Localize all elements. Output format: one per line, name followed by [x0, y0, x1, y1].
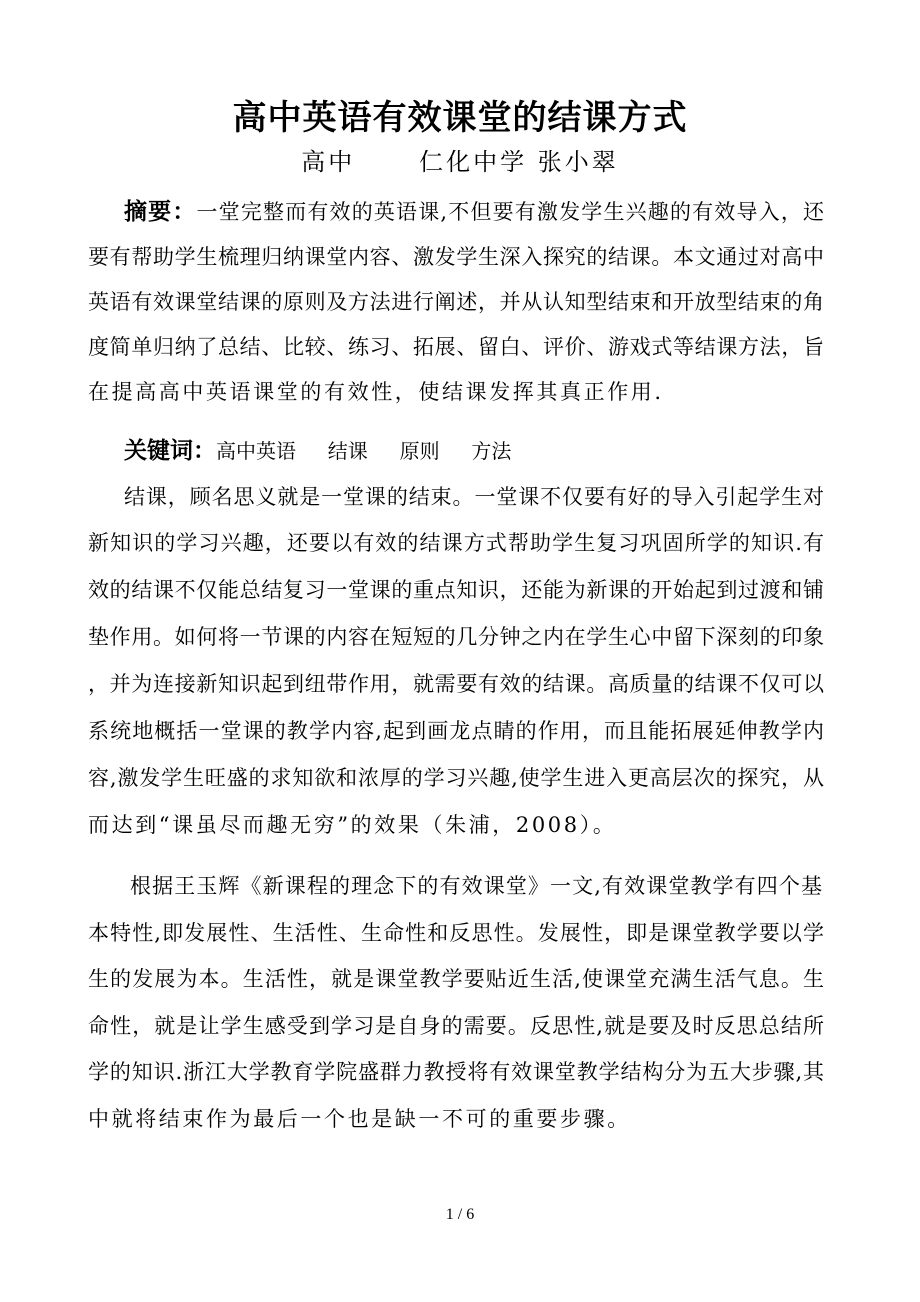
abstract-line: [124, 197, 824, 227]
paragraph-line: 效的结课不仅能总结复习一堂课的重点知识，还能为新课的开始起到过渡和铺: [88, 578, 824, 602]
paragraph-line: 新知识的学习兴趣，还要以有效的结课方式帮助学生复习巩固所学的知识.有: [88, 531, 824, 555]
paragraph-line: 垫作用。如何将一节课的内容在短短的几分钟之内在学生心中留下深刻的印象: [88, 625, 824, 649]
abstract-text: 一堂完整而有效的英语课,不但要有激发学生兴趣的有效导入，还: [196, 200, 824, 224]
paragraph-line: 而达到“课虽尽而趣无穷”的效果（朱浦，2008）。: [88, 813, 617, 837]
page-number: 1 / 6: [445, 1206, 475, 1223]
abstract-label: 摘要: [124, 199, 173, 225]
paragraph-line: 根据王玉辉《新课程的理念下的有效课堂》一文,有效课堂教学有四个基: [130, 874, 822, 898]
keywords-line: [124, 436, 511, 466]
paragraph-line: ，并为连接新知识起到纽带作用，就需要有效的结课。高质量的结课不仅可以: [88, 672, 824, 696]
paragraph-line: 系统地概括一堂课的教学内容,起到画龙点睛的作用，而且能拓展延伸教学内: [88, 719, 824, 743]
abstract-colon: ：: [172, 199, 197, 225]
paragraph-line: 本特性,即发展性、生活性、生命性和反思性。发展性，即是课堂教学要以学: [88, 921, 824, 945]
abstract-line: 度简单归纳了总结、比较、练习、拓展、留白、评价、游戏式等结课方法，旨: [88, 335, 824, 359]
author-line: 高中 仁化中学 张小翠: [301, 148, 619, 176]
abstract-line: 在提高高中英语课堂的有效性，使结课发挥其真正作用.: [88, 380, 664, 404]
keywords-label: 关键词: [124, 438, 193, 464]
document-title: 高中英语有效课堂的结课方式: [232, 98, 688, 138]
paragraph-line: 中就将结束作为最后一个也是缺一不可的重要步骤。: [88, 1107, 631, 1131]
keywords-colon: ：: [193, 438, 216, 464]
abstract-line: 英语有效课堂结课的原则及方法进行阐述，并从认知型结束和开放型结束的角: [88, 290, 824, 314]
paragraph-line: 生的发展为本。生活性，就是课堂教学要贴近生活,使课堂充满生活气息。生: [88, 967, 824, 991]
paragraph-line: 命性，就是让学生感受到学习是自身的需要。反思性,就是要及时反思总结所: [88, 1014, 824, 1038]
paragraph-line: 学的知识.浙江大学教育学院盛群力教授将有效课堂教学结构分为五大步骤,其: [88, 1060, 824, 1084]
abstract-line: 要有帮助学生梳理归纳课堂内容、激发学生深入探究的结课。本文通过对高中: [88, 245, 824, 269]
keywords-text: 高中英语 结课 原则 方法: [216, 439, 512, 463]
paragraph-line: 结课，顾名思义就是一堂课的结束。一堂课不仅要有好的导入引起学生对: [124, 485, 824, 509]
paragraph-line: 容,激发学生旺盛的求知欲和浓厚的学习兴趣,使学生进入更高层次的探究，从: [88, 766, 824, 790]
